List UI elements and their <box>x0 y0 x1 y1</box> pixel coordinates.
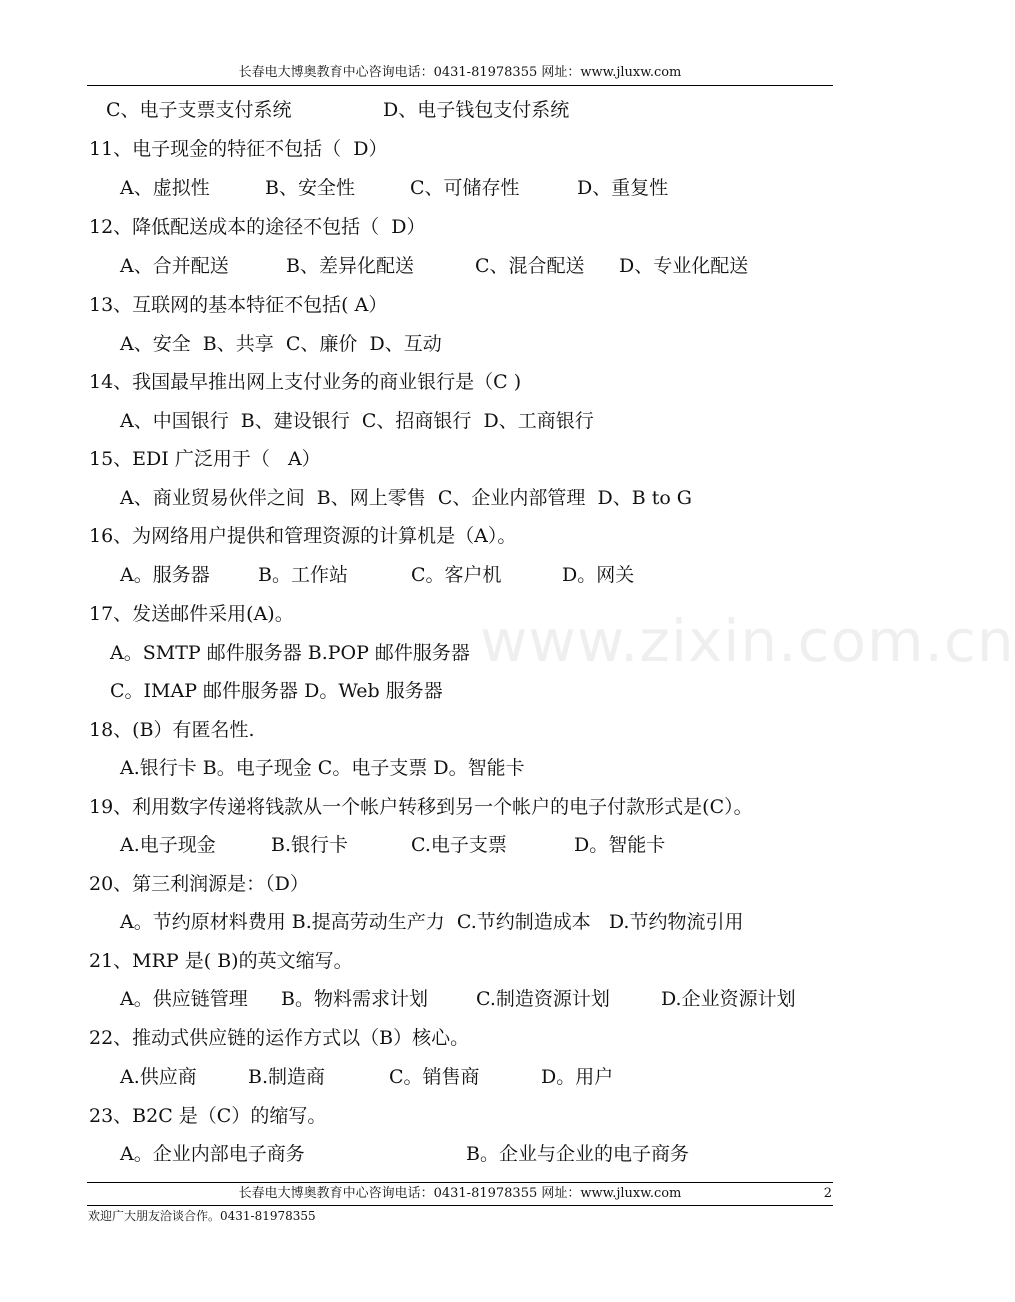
option-o21-0: A。供应链管理 <box>120 988 248 1010</box>
option-o19-3: D。智能卡 <box>574 834 666 856</box>
question-q15: 15、EDI 广泛用于（ A） <box>89 448 321 470</box>
option-o11-3: D、重复性 <box>577 177 669 199</box>
page-header: 长春电大博奥教育中心咨询电话：0431-81978355 网址：www.jluxw.com <box>238 65 682 80</box>
header-rule <box>87 85 833 86</box>
footer-rule-top <box>87 1182 833 1183</box>
options-o17a: A。SMTP 邮件服务器 B.POP 邮件服务器 <box>110 642 470 664</box>
question-q20: 20、第三利润源是：（D） <box>89 873 309 895</box>
page-footer: 长春电大博奥教育中心咨询电话：0431-81978355 网址：www.jluxw.com <box>238 1186 682 1201</box>
options-o20: A。节约原材料费用 B.提高劳动生产力 C.节约制造成本 D.节约物流引用 <box>120 911 744 933</box>
option-o16-1: B。工作站 <box>258 564 348 586</box>
options-o15: A、商业贸易伙伴之间 B、网上零售 C、企业内部管理 D、B to G <box>120 487 692 509</box>
question-q11: 11、电子现金的特征不包括（ D） <box>89 138 388 160</box>
option-o12-3: D、专业化配送 <box>619 255 749 277</box>
footer-rule-bottom <box>87 1205 833 1206</box>
option-o22-3: D。用户 <box>541 1066 614 1088</box>
option-o12-0: A、合并配送 <box>120 255 229 277</box>
option-l0-1: D、电子钱包支付系统 <box>383 99 570 121</box>
option-o11-2: C、可储存性 <box>410 177 520 199</box>
option-o22-2: C。销售商 <box>389 1066 480 1088</box>
option-o16-2: C。客户机 <box>411 564 502 586</box>
option-l0-0: C、电子支票支付系统 <box>106 99 292 121</box>
option-o22-1: B.制造商 <box>248 1066 326 1088</box>
option-o16-3: D。网关 <box>562 564 635 586</box>
question-q16: 16、为网络用户提供和管理资源的计算机是（A）。 <box>89 525 517 547</box>
options-o13: A、安全 B、共享 C、廉价 D、互动 <box>120 333 442 355</box>
option-o23-1: B。企业与企业的电子商务 <box>466 1143 689 1165</box>
option-o22-0: A.供应商 <box>120 1066 197 1088</box>
footer-note: 欢迎广大朋友洽谈合作。0431-81978355 <box>88 1209 316 1223</box>
option-o11-0: A、虚拟性 <box>120 177 210 199</box>
option-o12-1: B、差异化配送 <box>286 255 414 277</box>
options-o18: A.银行卡 B。电子现金 C。电子支票 D。智能卡 <box>120 757 525 779</box>
question-q19: 19、利用数字传递将钱款从一个帐户转移到另一个帐户的电子付款形式是(C）。 <box>89 796 753 818</box>
question-q12: 12、降低配送成本的途径不包括（ D） <box>89 216 426 238</box>
question-q21: 21、MRP 是( B)的英文缩写。 <box>89 950 353 972</box>
question-q23: 23、B2C 是（C）的缩写。 <box>89 1105 327 1127</box>
option-o16-0: A。服务器 <box>120 564 210 586</box>
question-q13: 13、互联网的基本特征不包括( A） <box>89 294 388 316</box>
option-o23-0: A。企业内部电子商务 <box>120 1143 305 1165</box>
option-o21-2: C.制造资源计划 <box>476 988 610 1010</box>
question-q17: 17、发送邮件采用(A)。 <box>89 603 294 625</box>
option-o19-1: B.银行卡 <box>271 834 349 856</box>
option-o21-3: D.企业资源计划 <box>661 988 796 1010</box>
question-q18: 18、(B）有匿名性. <box>89 719 255 741</box>
page-number: 2 <box>823 1186 832 1201</box>
options-o17b: C。IMAP 邮件服务器 D。Web 服务器 <box>110 680 443 702</box>
question-q22: 22、推动式供应链的运作方式以（B）核心。 <box>89 1027 470 1049</box>
option-o11-1: B、安全性 <box>265 177 355 199</box>
watermark: www.zixin.com.cn <box>480 607 1015 675</box>
options-o14: A、中国银行 B、建设银行 C、招商银行 D、工商银行 <box>120 410 594 432</box>
option-o19-2: C.电子支票 <box>411 834 507 856</box>
option-o19-0: A.电子现金 <box>120 834 216 856</box>
option-o12-2: C、混合配送 <box>475 255 585 277</box>
question-q14: 14、我国最早推出网上支付业务的商业银行是（C ) <box>89 371 522 393</box>
option-o21-1: B。物料需求计划 <box>281 988 428 1010</box>
